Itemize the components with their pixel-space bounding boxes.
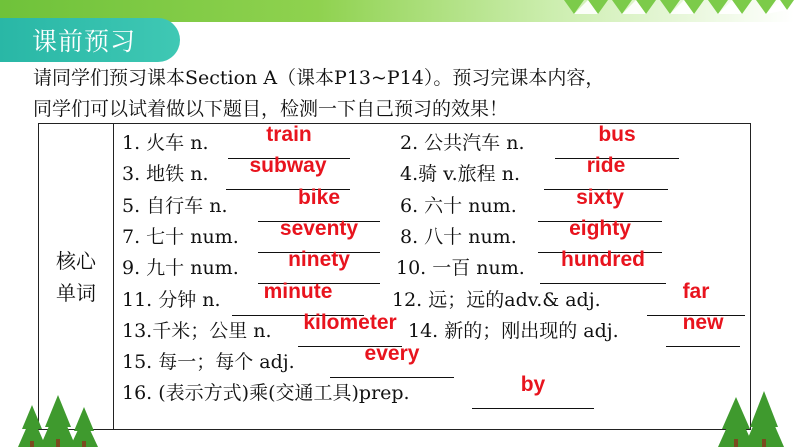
intro-line-1: 请同学们预习课本Section A（课本P13~P14）。预习完课本内容， — [33, 67, 605, 89]
vocab-prompt: 13.千米；公里 n. — [122, 319, 272, 342]
vocab-answer: train — [266, 123, 312, 146]
vocab-prompt: 14. 新的；刚出现的 adj. — [408, 319, 619, 342]
vocab-prompt: 3. 地铁 n. — [122, 163, 209, 186]
vocab-answer: by — [520, 373, 546, 397]
tree-decoration — [0, 377, 794, 447]
intro-line-2: 同学们可以试着做以下题目，检测一下自己预习的效果！ — [33, 98, 509, 120]
vocab-prompt: 5. 自行车 n. — [122, 194, 228, 217]
vocab-prompt: 1. 火车 n. — [122, 132, 209, 154]
vocab-answer: ninety — [288, 248, 350, 272]
answer-blank — [330, 342, 454, 378]
vocab-prompt: 2. 公共汽车 n. — [400, 132, 525, 154]
vocab-answer: new — [682, 310, 724, 334]
vocab-answer: eighty — [569, 216, 631, 240]
vocab-prompt: 9. 九十 num. — [122, 257, 239, 280]
vocab-prompt: 10. 一百 num. — [396, 257, 525, 280]
vocab-answer: bike — [297, 185, 341, 209]
vocab-prompt: 6. 六十 num. — [400, 194, 517, 217]
section-title: 课前预习 — [32, 27, 137, 56]
vocab-answer: bus — [598, 123, 636, 146]
vocab-answer: kilometer — [303, 310, 397, 334]
vocab-answer: every — [364, 342, 420, 366]
vocab-item-6 — [0, 185, 794, 222]
vocab-answer: sixty — [576, 185, 624, 209]
vocab-item-2 — [0, 123, 794, 159]
vocab-prompt: 4.骑 v.旅程 n. — [400, 163, 521, 186]
vocab-prompt: 8. 八十 num. — [400, 225, 517, 248]
vocab-prompt: 11. 分钟 n. — [122, 288, 221, 311]
vocab-answer: far — [682, 279, 710, 303]
vocab-item-4 — [0, 154, 794, 190]
vocab-answer: ride — [586, 154, 626, 178]
vocab-prompt: 16. (表示方式)乘(交通工具)prep. — [122, 382, 410, 405]
vocab-prompt: 7. 七十 num. — [122, 225, 239, 248]
triangle-pattern — [564, 0, 794, 24]
vocab-item-15 — [0, 342, 794, 378]
vocab-item-8 — [0, 216, 794, 253]
vocab-answer: seventy — [279, 216, 359, 240]
answer-blank — [666, 310, 740, 347]
category-label-line-1: 核心 — [56, 249, 96, 273]
vocab-answer: minute — [263, 279, 333, 303]
category-label-line-2: 单词 — [56, 281, 96, 305]
vocab-answer: subway — [249, 154, 327, 178]
vocab-prompt: 15. 每一；每个 adj. — [122, 351, 295, 374]
vocab-prompt: 12. 远；远的adv.& adj. — [392, 288, 601, 311]
vocab-answer: hundred — [561, 248, 645, 272]
